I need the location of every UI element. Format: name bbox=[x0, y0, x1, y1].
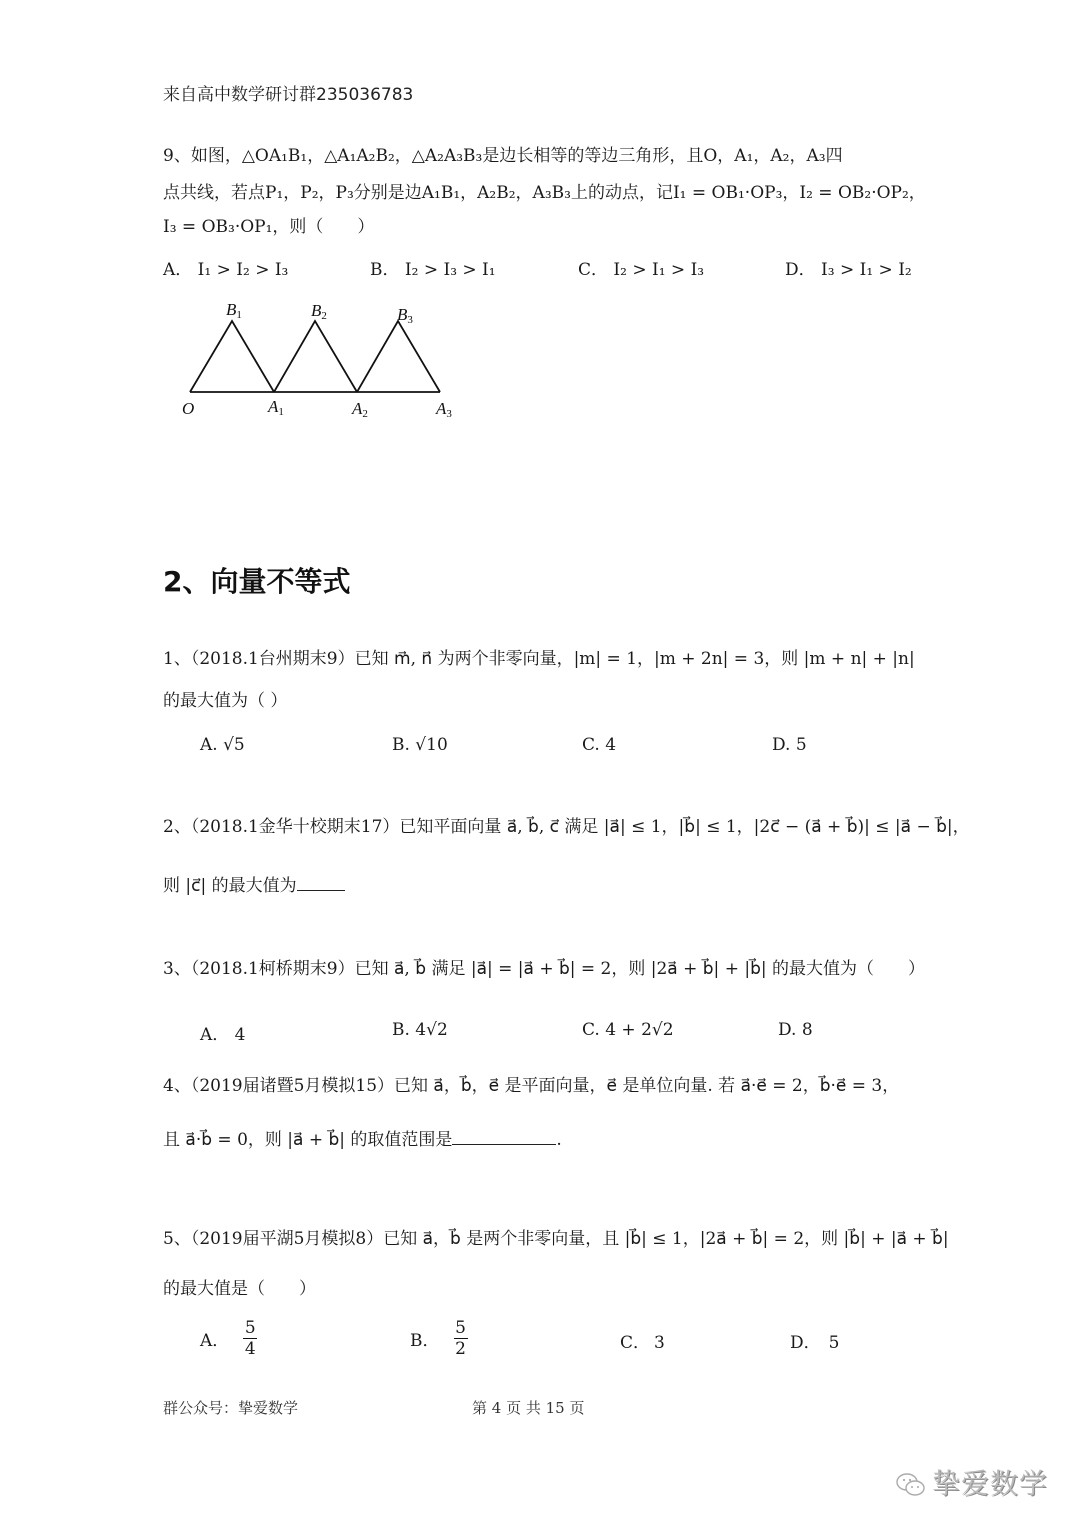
p3-line-1: 3、（2018.1柯桥期末9）已知 a⃗, b⃗ 满足 |a⃗| = |a⃗ + b⃗| = 2，则 |2a⃗ + b⃗| + |b⃗| 的最大值为（ ） bbox=[163, 959, 925, 979]
p1-option-c: C. 4 bbox=[582, 735, 617, 755]
section-title: 2、向量不等式 bbox=[163, 565, 351, 598]
q9-line-3: I₃ = OB₃·OP₁，则（ ） bbox=[163, 217, 375, 237]
wechat-icon bbox=[896, 1472, 926, 1498]
triangle-figure bbox=[170, 290, 480, 425]
label-B3: B3 bbox=[397, 305, 413, 326]
p1-option-a: A. √5 bbox=[200, 735, 245, 755]
q9-line-2: 点共线，若点P₁，P₂，P₃分别是边A₁B₁，A₂B₂，A₃B₃上的动点，记I₁ = OB₁·OP₃，I₂ = OB₂·OP₂， bbox=[163, 183, 926, 203]
p5-line-2: 的最大值是（ ） bbox=[163, 1279, 316, 1299]
p5-line-1: 5、（2019届平湖5月模拟8）已知 a⃗，b⃗ 是两个非零向量，且 |b⃗| ≤ 1，|2a⃗ + b⃗| = 2，则 |b⃗| + |a⃗ + b⃗| bbox=[163, 1229, 949, 1249]
p3-option-d: D. 8 bbox=[778, 1020, 813, 1040]
label-A3: A3 bbox=[436, 399, 452, 420]
label-A2: A2 bbox=[352, 399, 368, 420]
q9-option-a: A． I₁ > I₂ > I₃ bbox=[163, 260, 289, 280]
fraction: 5 2 bbox=[455, 1318, 466, 1359]
page-number: 第 4 页 共 15 页 bbox=[472, 1399, 585, 1417]
footer-left: 群公众号：挚爱数学 bbox=[163, 1399, 299, 1417]
fraction: 5 4 bbox=[244, 1318, 256, 1359]
label-A1: A1 bbox=[268, 397, 284, 418]
p2-answer-blank[interactable] bbox=[297, 874, 345, 891]
p1-line-1: 1、（2018.1台州期末9）已知 m⃗, n⃗ 为两个非零向量，|m| = 1，|m + 2n| = 3，则 |m + n| + |n| bbox=[163, 649, 915, 669]
watermark: 挚爱数学 bbox=[896, 1462, 1048, 1502]
p4-line-1: 4、（2019届诸暨5月模拟15）已知 a⃗，b⃗，e⃗ 是平面向量，e⃗ 是单位向量. 若 a⃗·e⃗ = 2，b⃗·e⃗ = 3， bbox=[163, 1076, 900, 1096]
p5-option-d: D． 5 bbox=[790, 1333, 840, 1353]
p4-answer-blank[interactable] bbox=[452, 1128, 556, 1145]
p5-option-a: A． 5 4 bbox=[200, 1318, 256, 1359]
p3-option-c: C. 4 + 2√2 bbox=[582, 1020, 674, 1040]
p2-line-2: 则 |c⃗| 的最大值为 bbox=[163, 874, 345, 897]
label-B1: B1 bbox=[226, 300, 242, 321]
p3-option-a: A． 4 bbox=[200, 1025, 246, 1045]
label-B2: B2 bbox=[311, 301, 327, 322]
p2-line-1: 2、（2018.1金华十校期末17）已知平面向量 a⃗, b⃗, c⃗ 满足 |a⃗| ≤ 1，|b⃗| ≤ 1，|2c⃗ − (a⃗ + b⃗)| ≤ |a⃗ − b⃗|， bbox=[163, 817, 970, 837]
p1-option-d: D. 5 bbox=[772, 735, 807, 755]
p1-line-2: 的最大值为（ ） bbox=[163, 691, 288, 711]
p3-option-b: B. 4√2 bbox=[392, 1020, 448, 1040]
p5-option-b: B． 5 2 bbox=[410, 1318, 466, 1359]
q9-option-b: B． I₂ > I₃ > I₁ bbox=[370, 260, 496, 280]
label-O: O bbox=[182, 399, 195, 418]
q9-option-d: D． I₃ > I₁ > I₂ bbox=[785, 260, 912, 280]
q9-line-1: 9、如图，△OA₁B₁，△A₁A₂B₂，△A₂A₃B₃是边长相等的等边三角形，且O，A₁，A₂，A₃四 bbox=[163, 146, 843, 166]
page-header: 来自高中数学研讨群235036783 bbox=[163, 85, 414, 105]
p1-option-b: B. √10 bbox=[392, 735, 448, 755]
q9-option-c: C． I₂ > I₁ > I₃ bbox=[578, 260, 705, 280]
p5-option-c: C． 3 bbox=[620, 1333, 665, 1353]
p4-line-2: 且 a⃗·b⃗ = 0，则 |a⃗ + b⃗| 的取值范围是 . bbox=[163, 1130, 562, 1150]
